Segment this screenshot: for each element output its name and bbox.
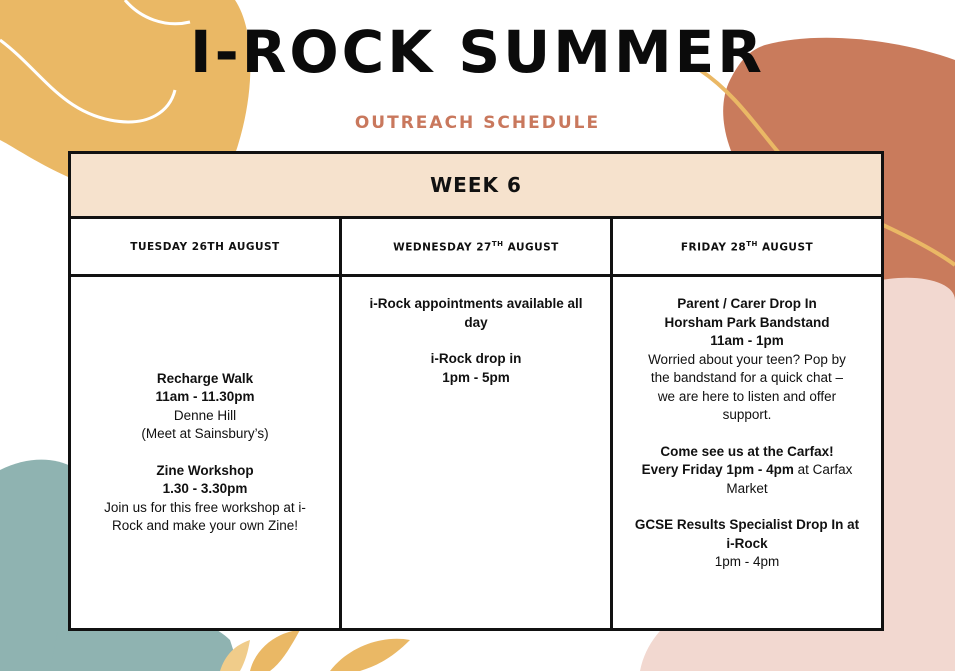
event-title: GCSE Results Specialist Drop In at bbox=[634, 517, 860, 532]
event-title-cont: i-Rock bbox=[726, 535, 768, 551]
spacer bbox=[625, 425, 869, 443]
day-header-friday bbox=[612, 218, 883, 276]
week-header: WEEK 6 bbox=[70, 153, 883, 218]
leaf-bottom-1 bbox=[250, 630, 300, 671]
tuesday-events bbox=[70, 276, 341, 630]
event-description: we are here to listen and offer bbox=[657, 388, 837, 404]
event-title: Parent / Carer Drop In bbox=[677, 296, 817, 311]
schedule-body-row bbox=[70, 276, 883, 630]
spacer bbox=[625, 498, 869, 516]
event-description: Worried about your teen? Pop by bbox=[648, 351, 846, 367]
event-description: Rock and make your own Zine! bbox=[111, 518, 299, 533]
event-location: Denne Hill bbox=[173, 407, 237, 423]
event-title: i-Rock drop in bbox=[430, 351, 522, 366]
event-title: Zine Workshop bbox=[156, 462, 254, 478]
event-location: at Carfax bbox=[793, 462, 853, 477]
day-suffix: TH bbox=[491, 239, 504, 248]
day-suffix: TH bbox=[746, 239, 758, 248]
friday-events bbox=[612, 276, 883, 630]
day-header-tuesday: TUESDAY 26TH AUGUST bbox=[70, 218, 341, 276]
event-time: Every Friday 1pm - 4pm bbox=[641, 462, 794, 477]
event-title: i-Rock appointments available all bbox=[369, 296, 583, 311]
page-title: I-ROCK SUMMER bbox=[190, 18, 765, 86]
week-row bbox=[70, 153, 883, 218]
day-label: WEDNESDAY 27 bbox=[393, 241, 492, 254]
event-title: Recharge Walk bbox=[156, 370, 254, 386]
event-title: Come see us at the Carfax! bbox=[660, 443, 834, 459]
event-schedule-line bbox=[625, 461, 869, 480]
event-location: Market bbox=[726, 480, 768, 496]
leaf-bottom-2 bbox=[330, 639, 410, 671]
spacer bbox=[354, 332, 598, 350]
event-note: (Meet at Sainsbury’s) bbox=[141, 426, 269, 441]
schedule-table bbox=[68, 151, 884, 631]
event-description: Join us for this free workshop at i- bbox=[104, 499, 306, 515]
event-time: 11am - 1pm bbox=[710, 333, 784, 348]
day-header-wednesday bbox=[341, 218, 612, 276]
day-header-row bbox=[70, 218, 883, 276]
day-label: FRIDAY 28 bbox=[680, 241, 747, 254]
spacer bbox=[85, 444, 325, 462]
event-title-cont: day bbox=[464, 314, 488, 330]
day-month: AUGUST bbox=[503, 241, 559, 254]
event-location: Horsham Park Bandstand bbox=[664, 314, 830, 330]
event-time: 11am - 11.30pm bbox=[155, 389, 255, 404]
event-time: 1pm - 4pm bbox=[714, 554, 780, 569]
event-description: the bandstand for a quick chat – bbox=[650, 370, 844, 385]
day-month: AUGUST bbox=[757, 241, 814, 254]
event-description: support. bbox=[722, 407, 772, 422]
event-time: 1pm - 5pm bbox=[442, 369, 510, 385]
page-subtitle: OUTREACH SCHEDULE bbox=[354, 113, 601, 133]
event-time: 1.30 - 3.30pm bbox=[162, 481, 248, 496]
wednesday-events bbox=[341, 276, 612, 630]
